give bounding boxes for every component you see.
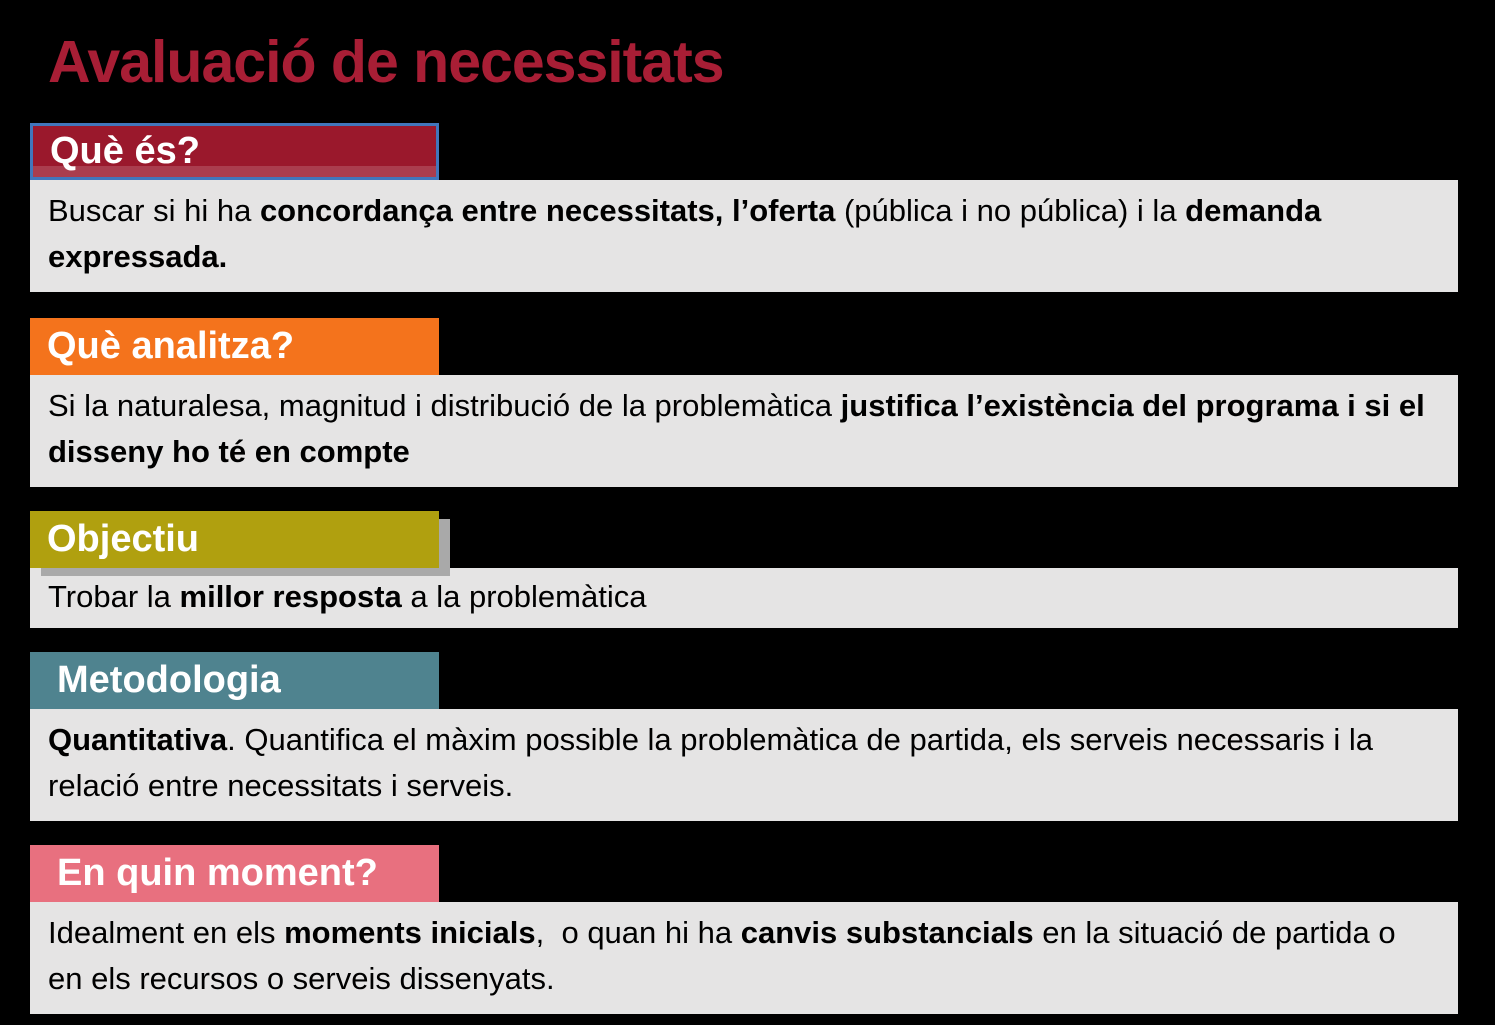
section-que-analitza xyxy=(30,318,1458,487)
section-header-en-quin-moment: En quin moment? xyxy=(30,845,439,902)
section-objectiu xyxy=(30,511,1458,628)
section-body-objectiu: Trobar la millor resposta a la problemàtica xyxy=(30,568,1458,628)
section-header-objectiu: Objectiu xyxy=(30,511,439,568)
section-body-que-analitza: Si la naturalesa, magnitud i distribució de la problemàtica justifica l’existència del programa i si el disseny ho té en compte xyxy=(30,375,1458,487)
section-que-es xyxy=(30,123,1458,292)
section-header-que-es: Què és? xyxy=(30,123,439,180)
section-en-quin-moment xyxy=(30,845,1458,1014)
sections-list xyxy=(30,123,1458,1014)
section-body-que-es: Buscar si hi ha concordança entre necessitats, l’oferta (pública i no pública) i la demanda expressada. xyxy=(30,180,1458,292)
slide-title: Avaluació de necessitats xyxy=(48,29,724,95)
section-body-metodologia: Quantitativa. Quantifica el màxim possible la problemàtica de partida, els serveis necessaris i la relació entre necessitats i serveis. xyxy=(30,709,1458,821)
section-body-en-quin-moment: Idealment en els moments inicials, o quan hi ha canvis substancials en la situació de partida o en els recursos o serveis dissenyats. xyxy=(30,902,1458,1014)
section-metodologia xyxy=(30,652,1458,821)
section-header-que-analitza: Què analitza? xyxy=(30,318,439,375)
section-header-metodologia: Metodologia xyxy=(30,652,439,709)
